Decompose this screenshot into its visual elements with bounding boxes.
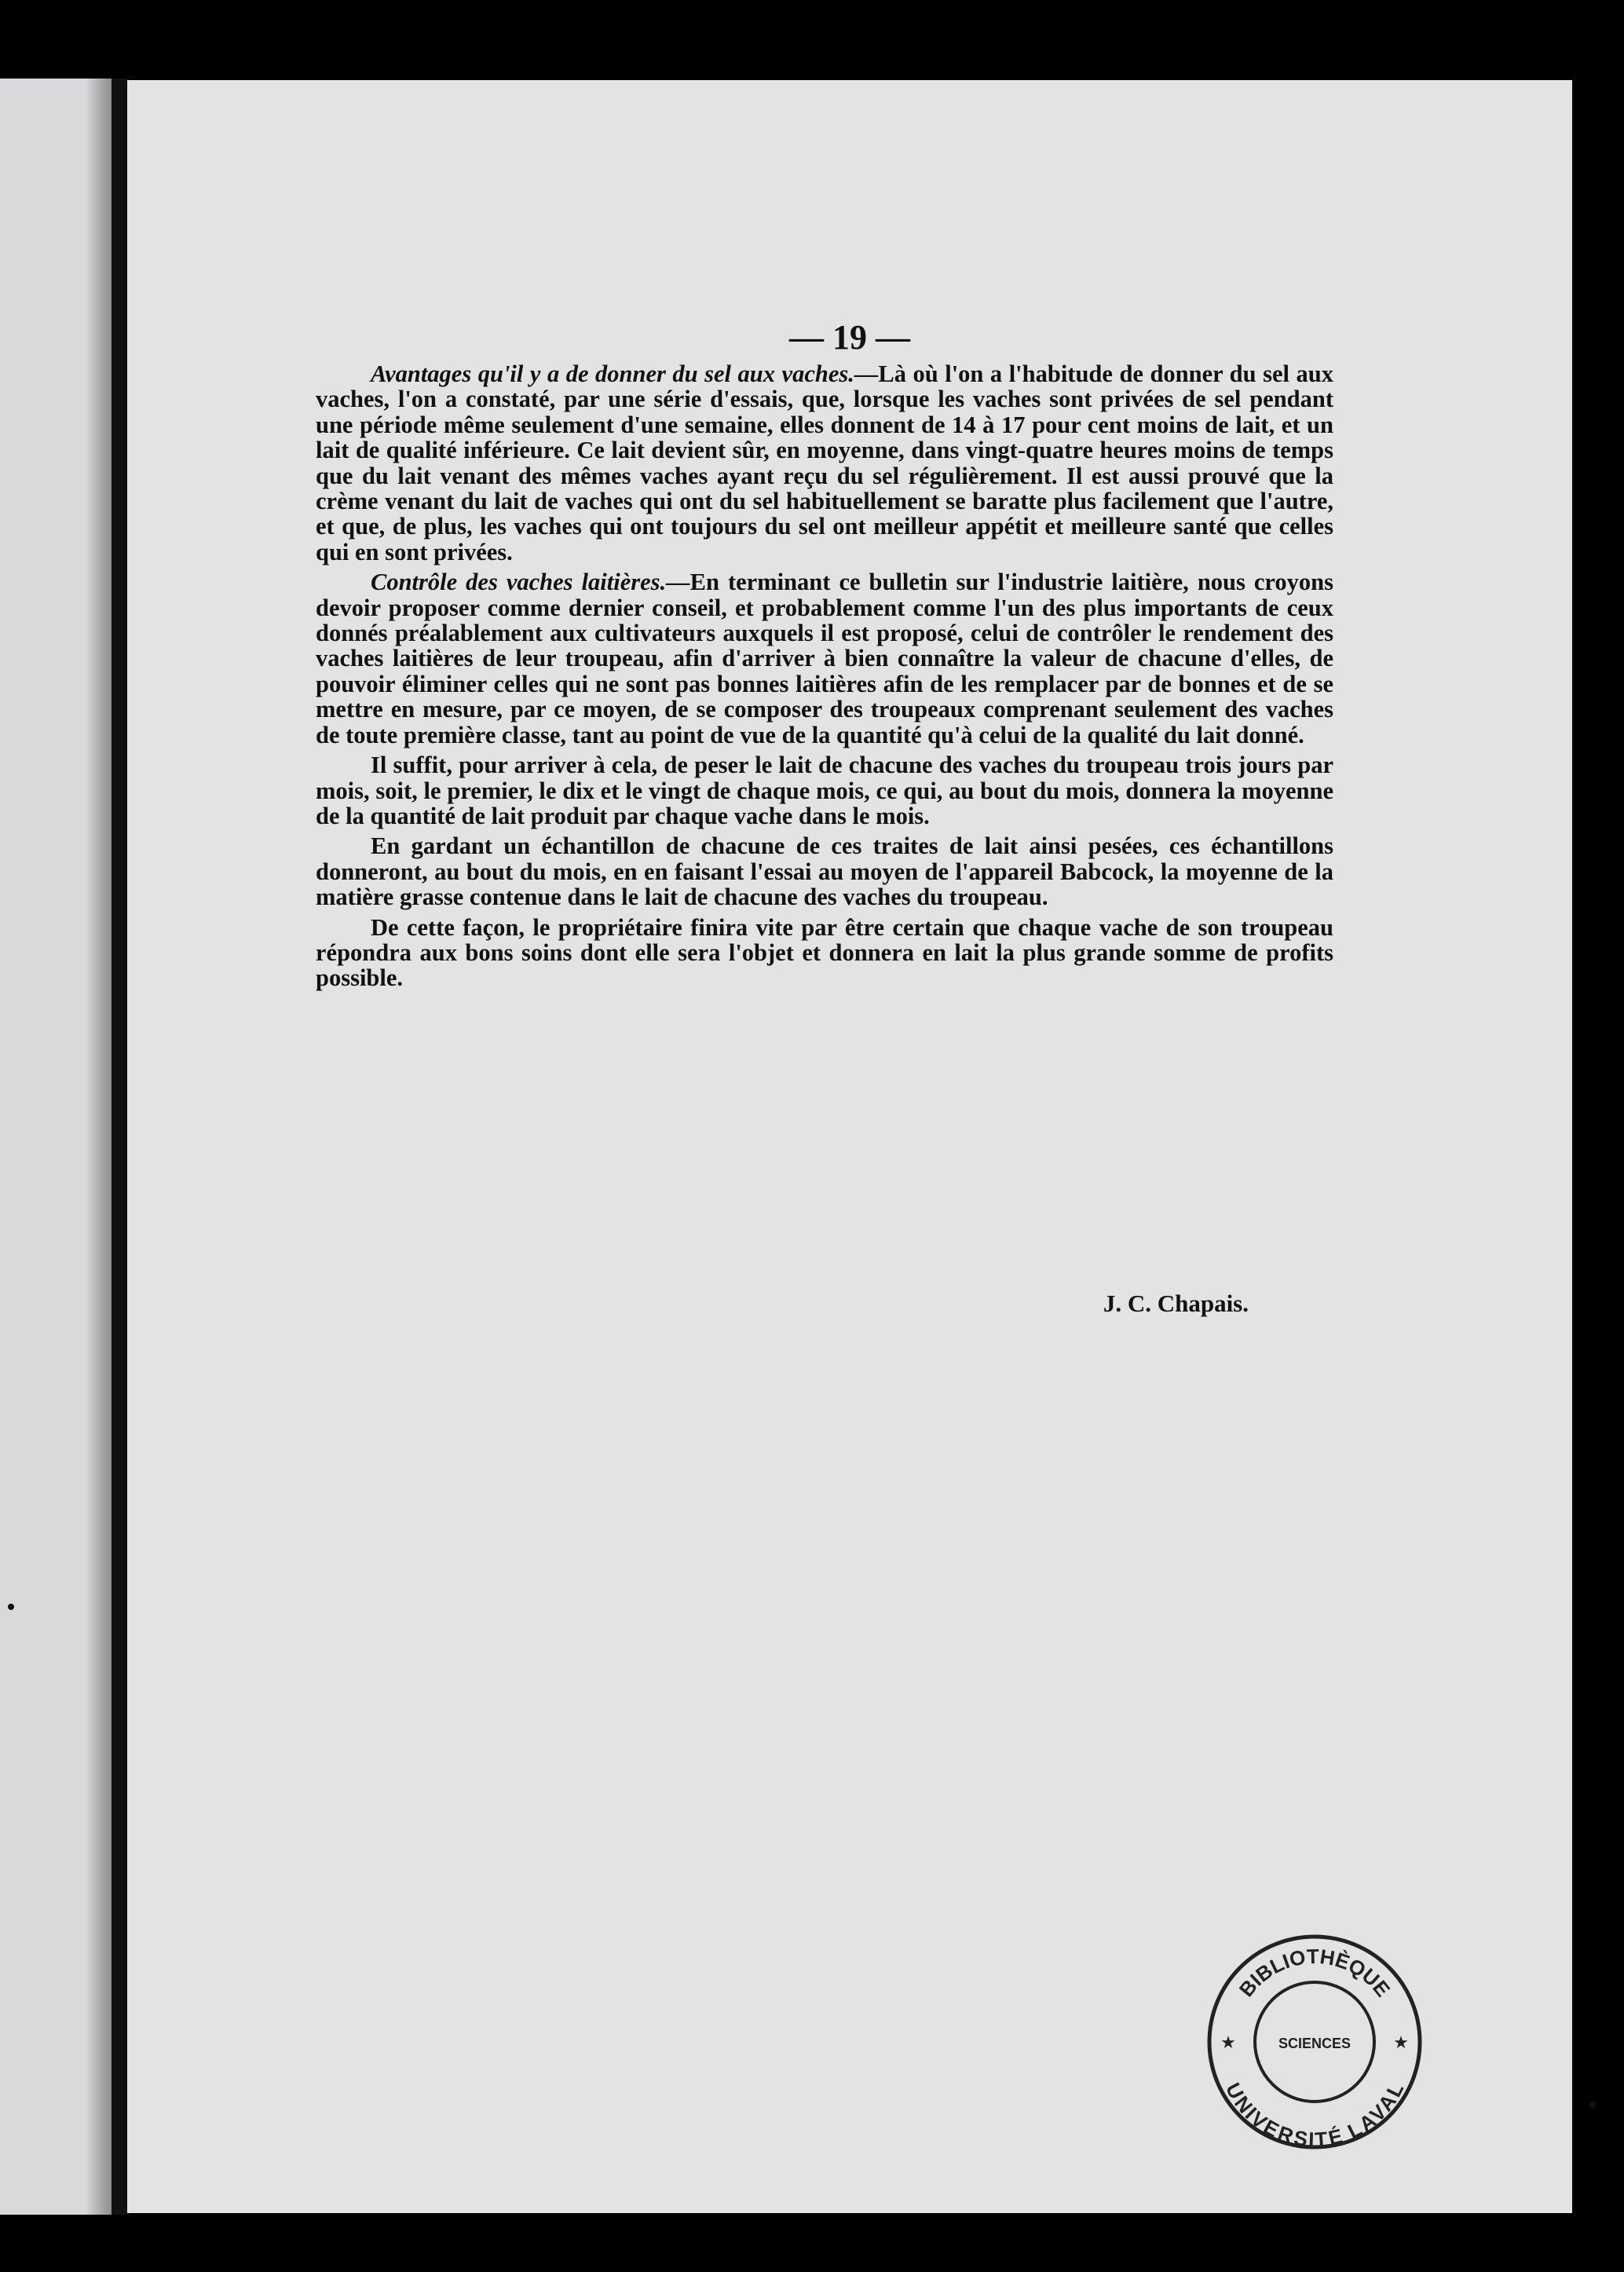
stamp-center-text: SCIENCES [1278, 2036, 1352, 2051]
library-stamp [1205, 1932, 1425, 2152]
paragraph-peser [316, 752, 1333, 829]
scan-speck [1589, 2102, 1596, 2108]
book-gutter [112, 79, 127, 2215]
paragraph-sel [316, 361, 1333, 565]
stamp-top-text: BIBLIOTHÈQUE [1234, 1944, 1395, 2002]
document-page [127, 80, 1572, 2213]
section-heading-sel: Avantages qu'il y a de donner du sel aux vaches.— [371, 360, 879, 387]
paragraph-echantillon [316, 833, 1333, 909]
paragraph-text: En terminant ce bulletin sur l'industrie laitière, nous croyons devoir proposer comme dernier conseil, et probablement comme l'un des plus importants de ceux donnés préalablement aux cultivateurs auxquels il est proposé, celui de contrôler le rendement des vaches laitières de leur troupeau, afin d'arriver à bien connaître la valeur de chacune d'elles, de pouvoir éliminer celles qui ne sont pas bonnes laitières afin de les remplacer par de bonnes et de se mettre en mesure, par ce moyen, de se composer des troupeaux comprenant seulement des vaches de toute première classe, tant au point de vue de la quantité qu'à celui de la qualité du lait donné. [316, 569, 1333, 748]
paragraph-conclusion [316, 915, 1333, 991]
author-signature: J. C. Chapais. [1103, 1290, 1249, 1317]
paragraph-text: Il suffit, pour arriver à cela, de peser le lait de chacune des vaches du troupeau trois jours par mois, soit, le premier, le dix et le vingt de chaque mois, ce qui, au bout du mois, donnera la moyenne de la quantité de lait produit par chaque vache dans le mois. [316, 752, 1333, 829]
stamp-star-right-icon: ★ [1393, 2032, 1409, 2052]
paragraph-text: De cette façon, le propriétaire finira vite par être certain que chaque vache de son troupeau répondra aux bons soins dont elle sera l'objet et donnera en lait la plus grande somme de profits possible. [316, 913, 1333, 992]
scan-speck [8, 1604, 14, 1610]
stamp-bottom-text: UNIVERSITÉ LAVAL [1220, 2079, 1409, 2152]
paragraph-text: En gardant un échantillon de chacune de ces traites de lait ainsi pesées, ces échantillons donneront, au bout du mois, en en faisant l'essai au moyen de l'appareil Babcock, la moyenne de la matière grasse contenue dans le lait de chacune des vaches du troupeau. [316, 832, 1333, 911]
paragraph-text: Là où l'on a l'habitude de donner du sel aux vaches, l'on a constaté, par une série d'essais, que, lorsque les vaches sont privées de sel pendant une période même seulement d'une semaine, elles donnent de 14 à 17 pour cent moins de lait, et un lait de qualité inférieure. Ce lait devient sûr, en moyenne, dans vingt-quatre heures moins de temps que du lait venant des mêmes vaches ayant reçu du sel régulièrement. Il est aussi prouvé que la crème venant du lait de vaches qui ont du sel habituellement se baratte plus facilement que l'autre, et que, de plus, les vaches qui ont toujours du sel ont meilleur appétit et meilleure santé que celles qui en sont privées. [316, 360, 1333, 565]
left-facing-page [0, 79, 112, 2215]
paragraph-controle [316, 569, 1333, 748]
section-heading-controle: Contrôle des vaches laitières.— [371, 569, 690, 596]
stamp-star-left-icon: ★ [1220, 2032, 1236, 2052]
body-text [316, 361, 1333, 996]
left-page-shadow [85, 79, 112, 2215]
page-number: — 19 — [789, 318, 910, 357]
